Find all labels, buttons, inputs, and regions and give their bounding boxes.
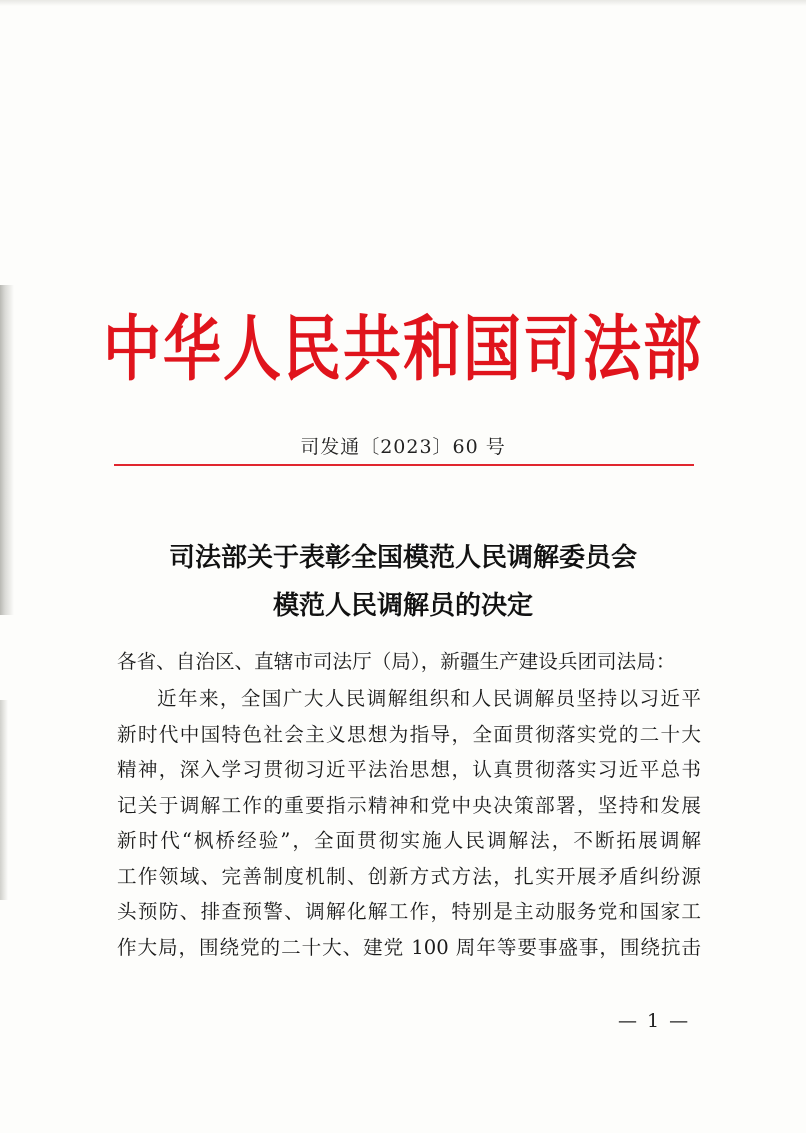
document-number: 司发通〔2023〕60 号 bbox=[300, 436, 506, 458]
scan-left-edge-lower bbox=[0, 700, 8, 900]
body-line: 新时代中国特色社会主义思想为指导，全面贯彻落实党的二十大 bbox=[117, 722, 701, 746]
red-divider-line bbox=[114, 464, 694, 466]
body-line: 工作领域、完善制度机制、创新方式方法，扎实开展矛盾纠纷源 bbox=[117, 864, 701, 888]
body-line: 作大局，围绕党的二十大、建党 100 周年等要事盛事，围绕抗击 bbox=[117, 935, 701, 959]
addressee-line: 各省、自治区、直辖市司法厅（局），新疆生产建设兵团司法局： bbox=[117, 650, 676, 673]
body-line: 记关于调解工作的重要指示精神和党中央决策部署，坚持和发展 bbox=[117, 793, 701, 817]
title-line-2: 模范人民调解员的决定 bbox=[272, 591, 533, 621]
page-number: — 1 — bbox=[618, 1010, 691, 1032]
body-line: 近年来，全国广大人民调解组织和人民调解员坚持以习近平 bbox=[157, 687, 701, 710]
agency-header: 中华人民共和国司法部 bbox=[102, 307, 703, 391]
scan-top-edge bbox=[0, 0, 806, 6]
body-line: 头预防、排查预警、调解化解工作，特别是主动服务党和国家工 bbox=[117, 900, 701, 923]
body-line: 新时代“枫桥经验”，全面贯彻实施人民调解法，不断拓展调解 bbox=[117, 829, 701, 852]
body-line: 精神，深入学习贯彻习近平法治思想，认真贯彻落实习近平总书 bbox=[117, 758, 701, 781]
document-title bbox=[0, 534, 806, 630]
body-paragraph bbox=[117, 681, 717, 965]
title-line-1: 司法部关于表彰全国模范人民调解委员会 bbox=[168, 543, 637, 573]
